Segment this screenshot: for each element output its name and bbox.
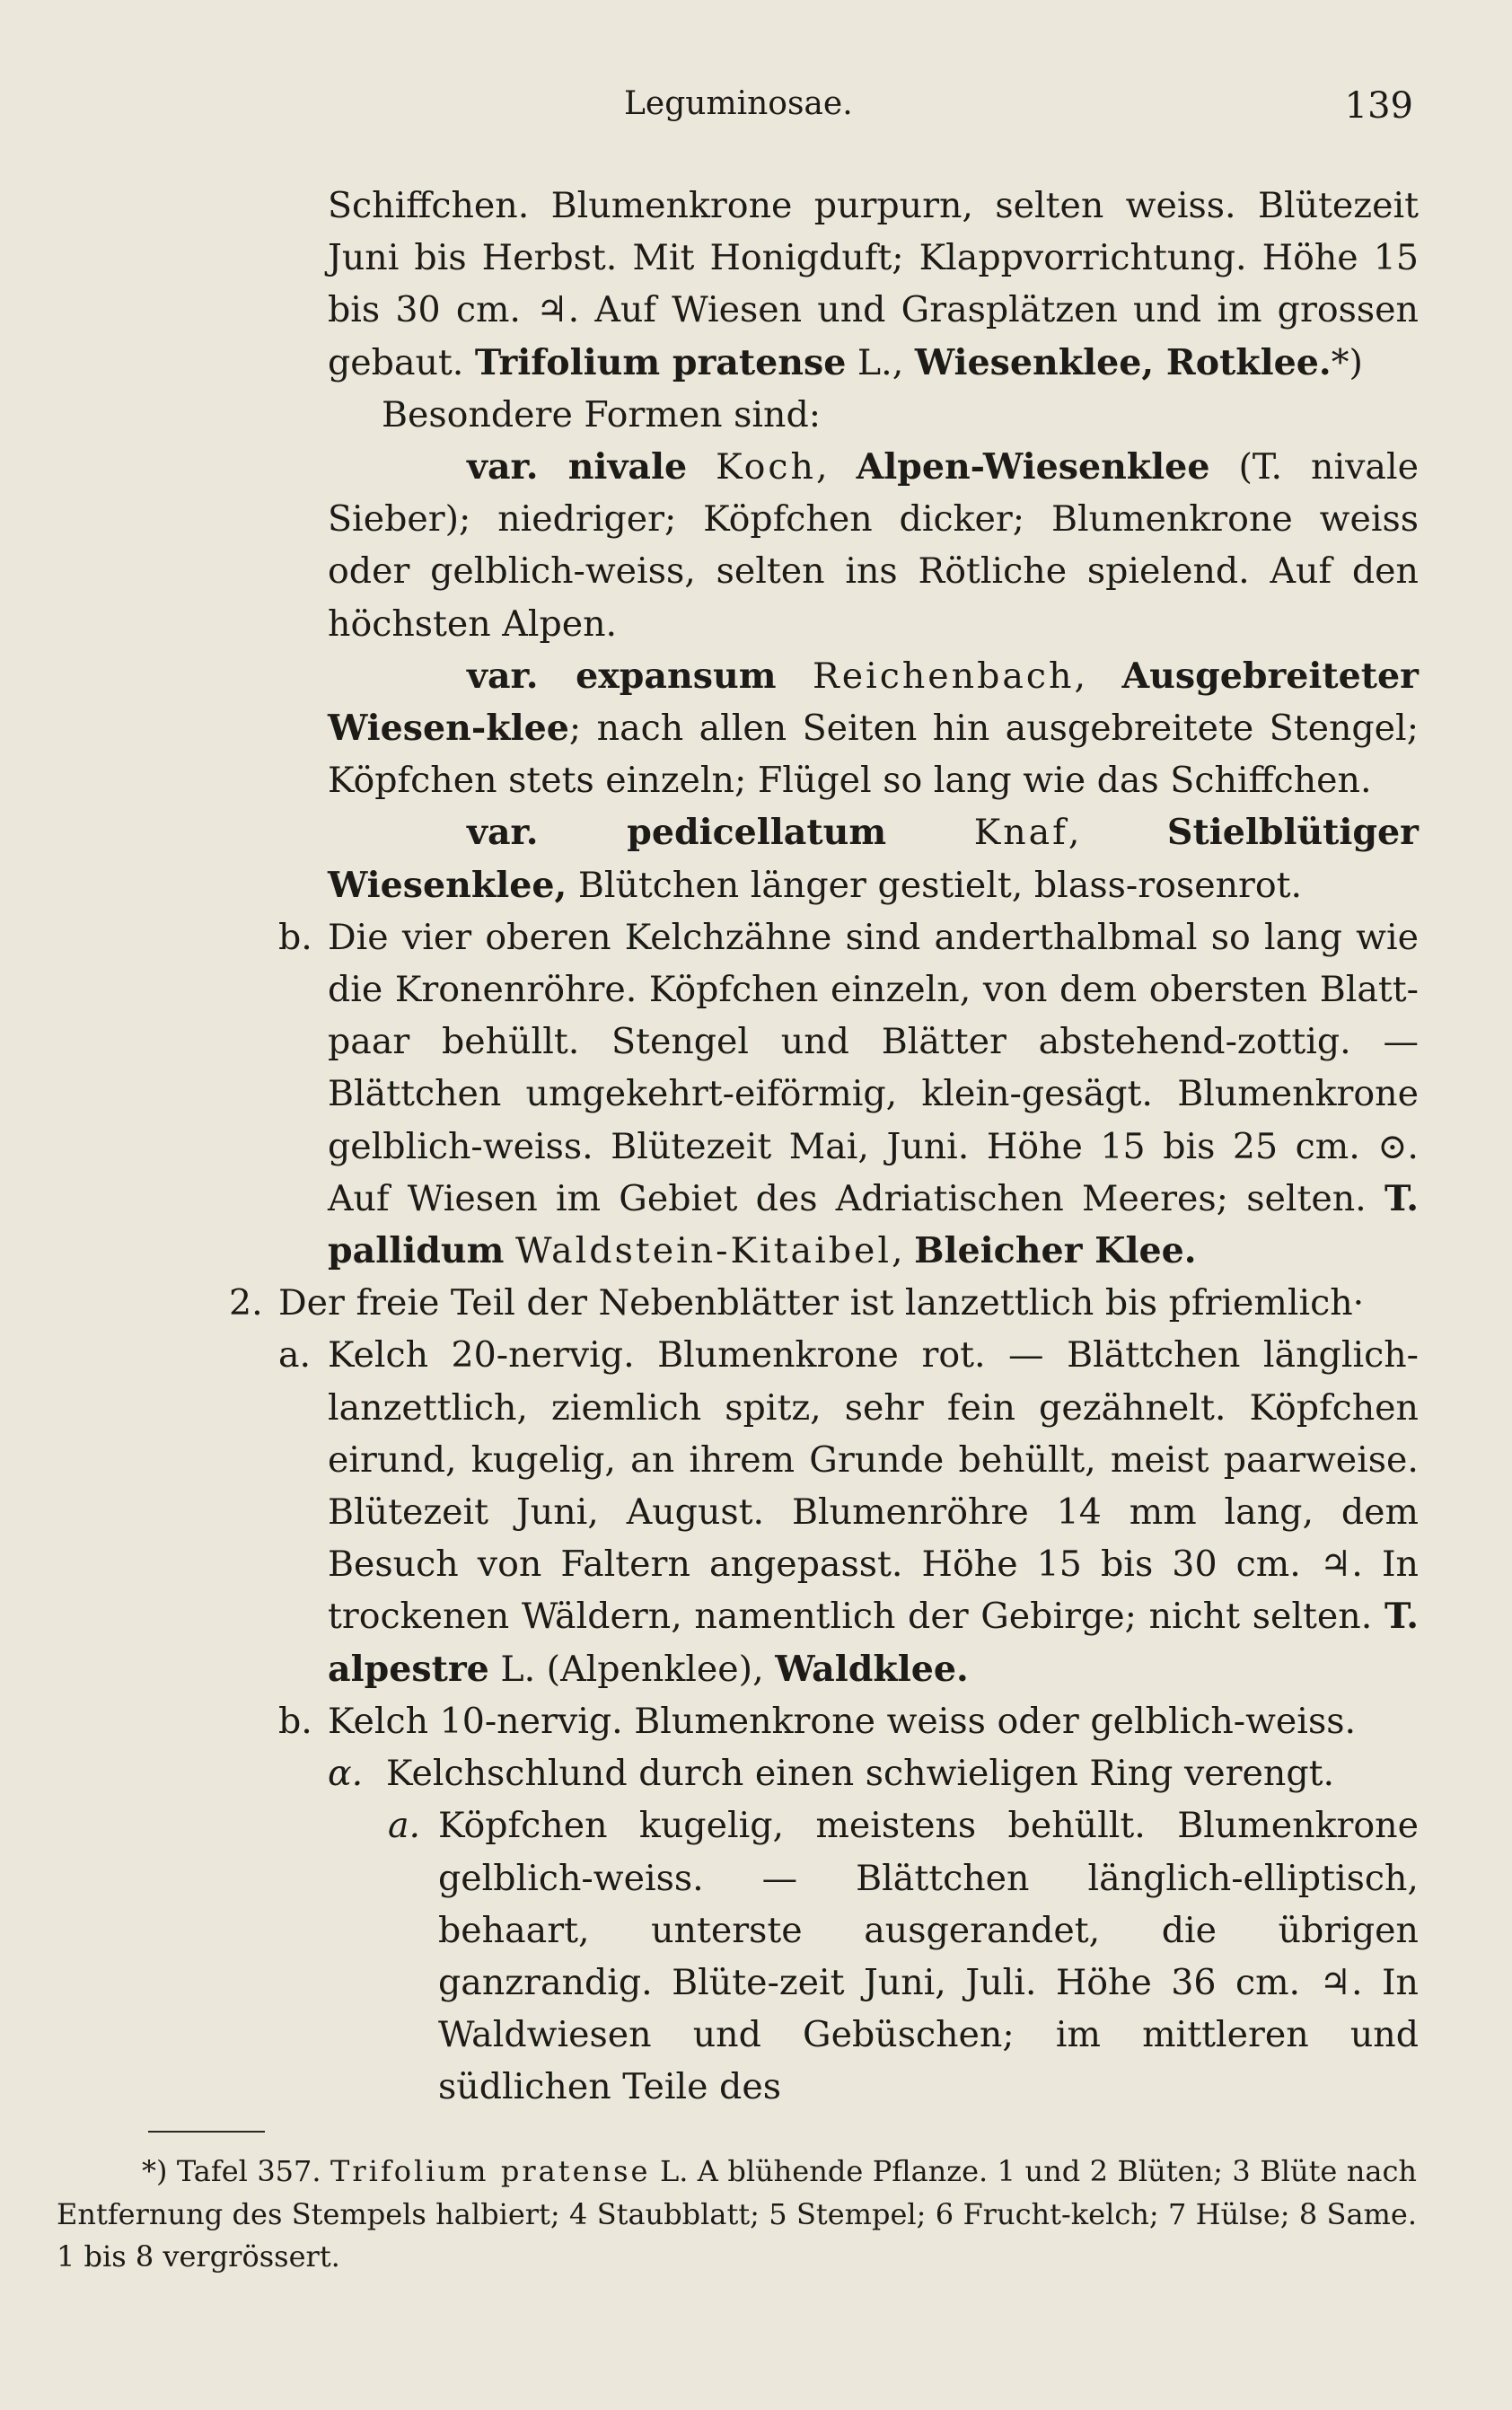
paragraph-var-pedicellatum bbox=[328, 806, 1419, 910]
page-number: 139 bbox=[1344, 85, 1413, 127]
text-run: ; nach allen Seiten hin ausgebreitete Stengel; Köpfchen stets einzeln; Flügel so lang wie das Schiffchen. bbox=[328, 708, 1419, 802]
paragraph-trifolium-pratense bbox=[328, 180, 1419, 389]
author-name: Waldstein-Kitaibel bbox=[514, 1230, 892, 1272]
variety-name: var. pedicellatum bbox=[467, 812, 887, 854]
item-label: a. bbox=[388, 1805, 421, 1847]
footnote-text bbox=[57, 2151, 1417, 2279]
text-run: , bbox=[1074, 655, 1122, 697]
item-label: 2. bbox=[229, 1282, 263, 1324]
common-name: Stielblütiger Wiesenklee, bbox=[328, 812, 1419, 906]
item-label: b. bbox=[278, 1700, 312, 1742]
text-run: Blütchen länger gestielt, blass-rosenrot. bbox=[567, 864, 1303, 906]
key-item-b-pallidum bbox=[278, 911, 1419, 1277]
page-header bbox=[0, 85, 1512, 130]
species-name: T. pallidum bbox=[328, 1177, 1419, 1272]
text-run: Kelch 20-nervig. Blumenkrone rot. — Blättchen länglich-lanzettlich, ziemlich spitz, sehr fein gezähnelt. Köpfchen eirund, kugelig, an ihrem Grunde behüllt, meist paarweise. Blütezeit Juni, August. Blumenröhre 14 mm lang, dem Besuch von Faltern angepasst. Höhe 15 bis 30 cm. ♃. In trockenen Wäldern, namentlich der Gebirge; nicht selten. bbox=[328, 1334, 1419, 1638]
text-run: (T. nivale Sieber); niedriger; Köpfchen dicker; Blumenkrone weiss oder gelblich-weiss, selten ins Rötliche spielend. Auf den höchsten Alpen. bbox=[328, 446, 1419, 645]
key-item-b-calyx bbox=[278, 1695, 1419, 1747]
text-run: , bbox=[815, 446, 857, 488]
text-run: Schiffchen. Blumenkrone purpurn, selten weiss. Blütezeit Juni bis Herbst. Mit Honigduft; Klappvorrichtung. Höhe 15 bis 30 cm. ♃. Auf Wiesen und Grasplätzen und im grossen gebaut. bbox=[328, 185, 1419, 383]
item-text bbox=[328, 1329, 1419, 1694]
body-text bbox=[229, 180, 1419, 2114]
text-run: L. (Alpenklee), bbox=[488, 1648, 776, 1690]
footnote-divider bbox=[148, 2131, 265, 2133]
text-run: L. A blühende Pflanze. 1 und 2 Blüten; 3 Blüte nach Entfernung des Stempels halbiert; 4 Staubblatt; 5 Stempel; 6 Frucht-kelch; 7 Hülse; 8 Same. 1 bis 8 vergrössert. bbox=[57, 2154, 1418, 2274]
running-title: Leguminosae. bbox=[624, 85, 853, 122]
paragraph-var-expansum bbox=[328, 650, 1419, 807]
text-run: , bbox=[892, 1230, 915, 1272]
text-run bbox=[504, 1230, 515, 1271]
key-item-2 bbox=[229, 1277, 1419, 1329]
item-text: Kelch 10-nervig. Blumenkrone weiss oder gelblich-weiss. bbox=[328, 1700, 1357, 1742]
footnote-marker: *) bbox=[1331, 341, 1363, 383]
paragraph-var-nivale bbox=[328, 441, 1419, 650]
item-text: Köpfchen kugelig, meistens behüllt. Blumenkrone gelblich-weiss. — Blättchen länglich-elliptisch, behaart, unterste ausgerandet, die übrigen ganzrandig. Blüte-zeit Juni, Juli. Höhe 36 cm. ♃. In Waldwiesen und Gebüschen; im mittleren und südlichen Teile des bbox=[438, 1805, 1419, 2108]
variety-name: var. nivale bbox=[467, 446, 688, 488]
text-run: Tafel 357. bbox=[167, 2154, 331, 2188]
item-label: a. bbox=[278, 1334, 312, 1377]
variety-name: var. expansum bbox=[467, 655, 777, 697]
species-name: Trifolium pratense bbox=[330, 2154, 651, 2188]
species-name: T. alpestre bbox=[328, 1596, 1419, 1690]
footnote-marker: *) bbox=[142, 2154, 168, 2188]
author-name: Knaf bbox=[973, 812, 1068, 854]
key-item-a-alpestre bbox=[278, 1329, 1419, 1694]
item-label: b. bbox=[278, 916, 312, 958]
species-name: Trifolium pratense bbox=[474, 341, 847, 383]
footnote bbox=[57, 2151, 1417, 2279]
common-name: Ausgebreiteter Wiesen-klee bbox=[328, 655, 1419, 750]
text-run: Die vier oberen Kelchzähne sind anderthalbmal so lang wie die Kronenröhre. Köpfchen einzeln, von dem obersten Blatt-paar behüllt. Stengel und Blätter abstehend-zottig. — Blättchen umgekehrt-eiförmig, klein-gesägt. Blumenkrone gelblich-weiss. Blütezeit Mai, Juni. Höhe 15 bis 25 cm. ⊙. Auf Wiesen im Gebiet des Adriatischen Meeres; selten. bbox=[328, 916, 1419, 1219]
item-text: Kelchschlund durch einen schwieligen Ring verengt. bbox=[386, 1753, 1335, 1795]
item-label: α. bbox=[328, 1753, 364, 1795]
forms-intro: Besondere Formen sind: bbox=[382, 393, 822, 435]
text-run: L., bbox=[846, 341, 915, 383]
common-name: Alpen-Wiesenklee bbox=[856, 446, 1210, 488]
item-text: Der freie Teil der Nebenblätter ist lanzettlich bis pfriemlich· bbox=[278, 1282, 1365, 1324]
common-name: Waldklee. bbox=[775, 1648, 969, 1690]
common-name: Bleicher Klee. bbox=[914, 1230, 1197, 1272]
author-name: Koch bbox=[716, 446, 816, 488]
key-item-alpha bbox=[328, 1747, 1419, 1799]
item-text bbox=[328, 911, 1419, 1277]
author-name: Reichenbach bbox=[812, 655, 1075, 697]
common-name: Wiesenklee, Rotklee. bbox=[914, 341, 1332, 383]
key-item-a-sub bbox=[328, 1799, 1419, 2113]
text-run: , bbox=[1068, 812, 1167, 854]
